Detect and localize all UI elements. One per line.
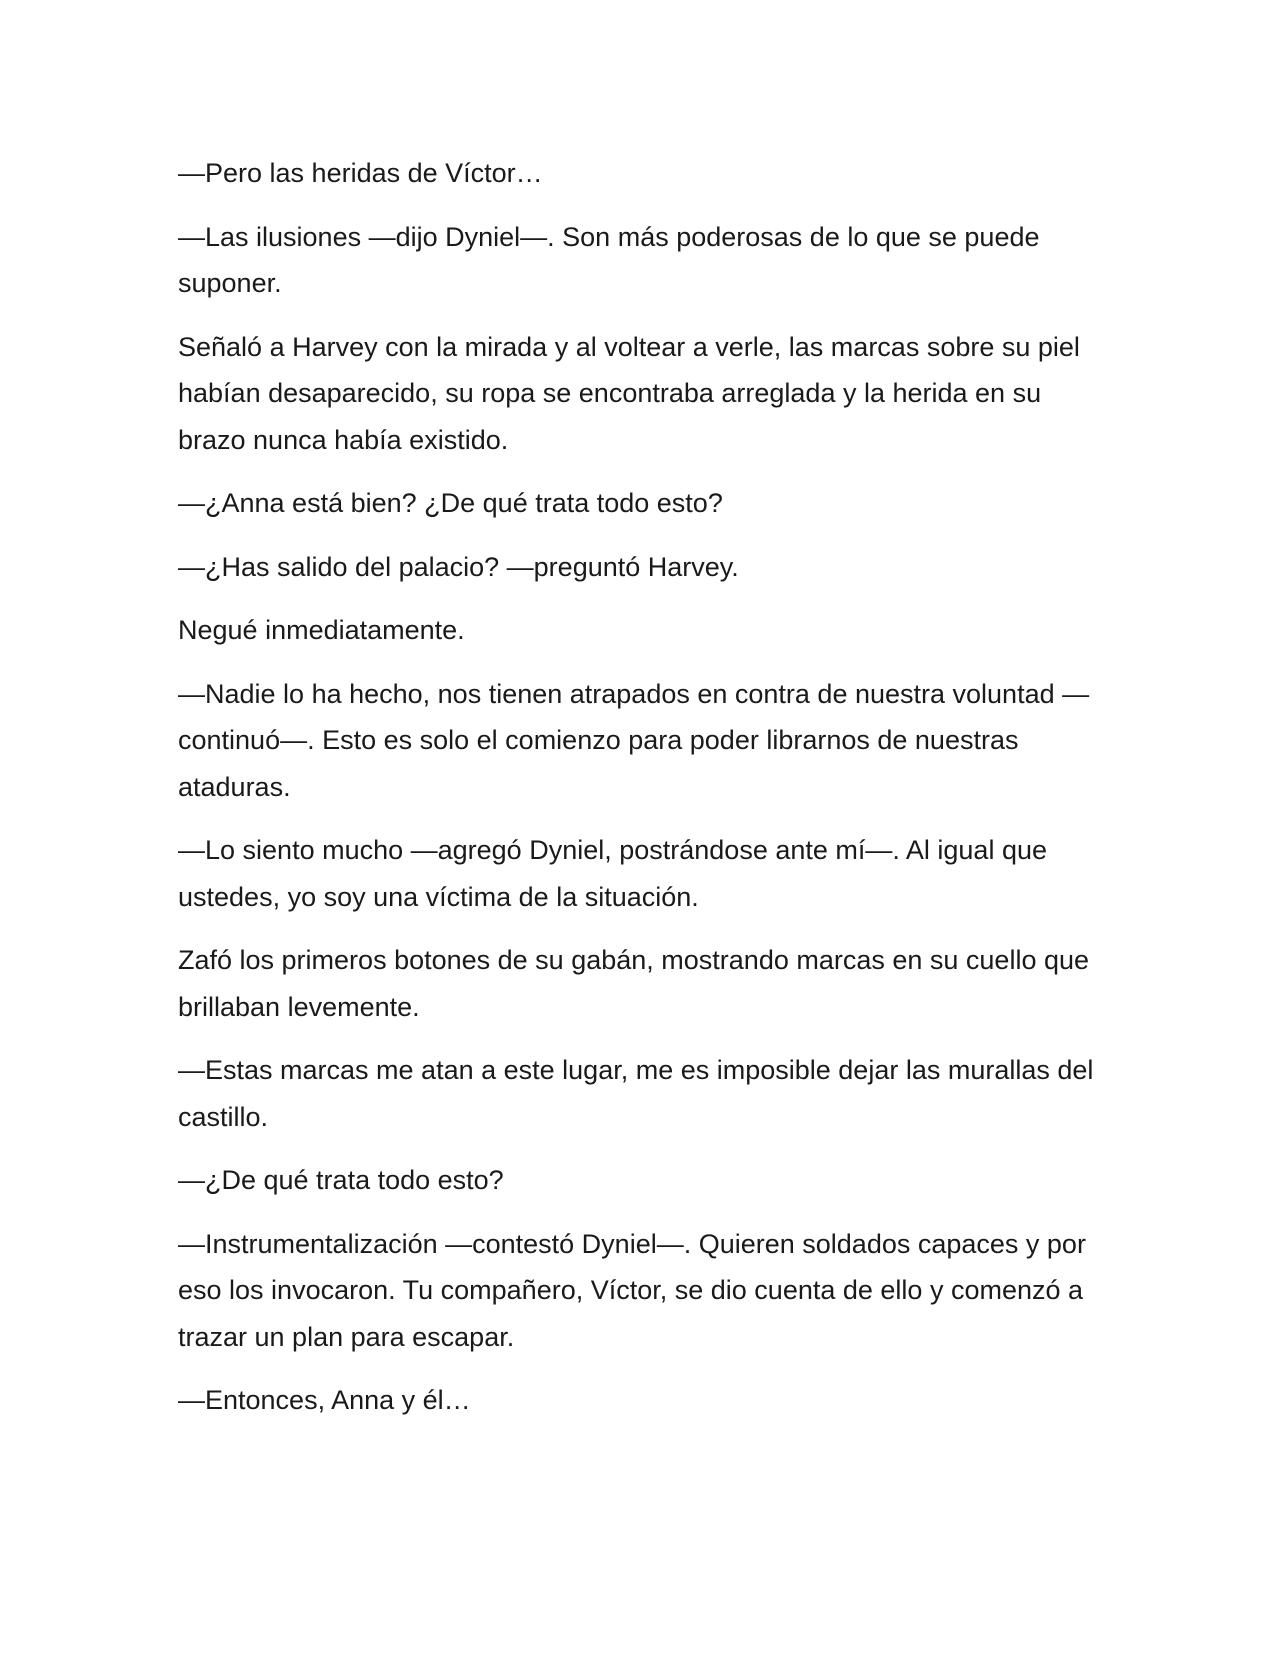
- paragraph: —¿Has salido del palacio? —preguntó Harvey.: [178, 551, 739, 582]
- paragraph: —Entonces, Anna y él…: [178, 1385, 471, 1415]
- paragraph: Negué inmediatamente.: [178, 615, 465, 645]
- paragraph: —Lo siento mucho —agregó Dyniel, postrándose ante mí—. Al igual que ustedes, yo soy una víctima de la situación.: [178, 835, 1047, 912]
- text-body: [178, 150, 1098, 1441]
- paragraph: —Instrumentalización —contestó Dyniel—. Quieren soldados capaces y por eso los invocaron. Tu compañero, Víctor, se dio cuenta de ello y comenzó a trazar un plan para escapar.: [178, 1228, 1086, 1352]
- paragraph: —Pero las heridas de Víctor…: [178, 158, 543, 188]
- paragraph: —Estas marcas me atan a este lugar, me es imposible dejar las murallas del castillo.: [178, 1055, 1094, 1132]
- paragraph: Señaló a Harvey con la mirada y al voltear a verle, las marcas sobre su piel habían desaparecido, su ropa se encontraba arreglada y la herida en su brazo nunca había existido.: [178, 331, 1080, 455]
- paragraph: —Las ilusiones —dijo Dyniel—. Son más poderosas de lo que se puede suponer.: [178, 221, 1040, 298]
- paragraph: —¿De qué trata todo esto?: [178, 1165, 504, 1195]
- paragraph: Zafó los primeros botones de su gabán, mostrando marcas en su cuello que brillaban levemente.: [178, 945, 1090, 1022]
- paragraph: —¿Anna está bien? ¿De qué trata todo esto?: [178, 488, 723, 518]
- paragraph: —Nadie lo ha hecho, nos tienen atrapados en contra de nuestra voluntad —continuó—. Esto es solo el comienzo para poder librarnos de nuestras ataduras.: [178, 678, 1090, 802]
